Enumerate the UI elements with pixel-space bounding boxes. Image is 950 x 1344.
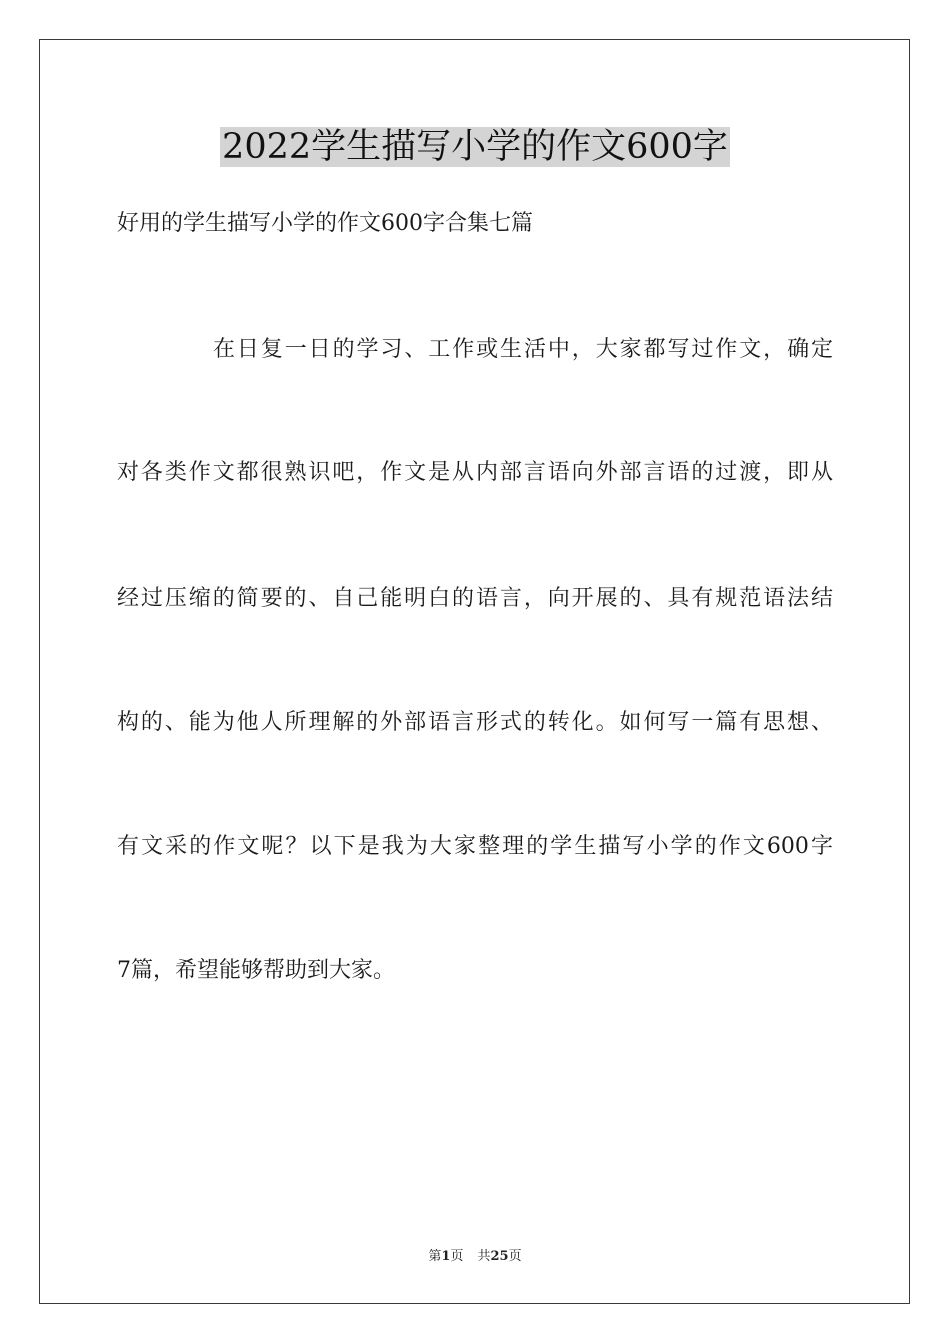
document-title: 2022学生描写小学的作文600字 [222, 127, 728, 167]
paragraph-line: 有文采的作文呢？以下是我为大家整理的学生描写小学的作文600字 [117, 834, 833, 859]
page-suffix: 页 [450, 1249, 464, 1264]
total-suffix: 页 [508, 1249, 522, 1264]
paragraph-line: 7篇，希望能够帮助到大家。 [117, 958, 395, 983]
document-subtitle: 好用的学生描写小学的作文600字合集七篇 [117, 211, 533, 236]
current-page-number: 1 [441, 1249, 451, 1264]
paragraph-line: 构的、能为他人所理解的外部语言形式的转化。如何写一篇有思想、 [117, 710, 833, 735]
paragraph-line: 在日复一日的学习、工作或生活中，大家都写过作文，确定 [213, 337, 833, 362]
total-page-count: 25 [490, 1249, 509, 1264]
total-prefix: 共 [477, 1249, 491, 1264]
page-footer [0, 1248, 950, 1266]
paragraph-line: 经过压缩的简要的、自己能明白的语言，向开展的、具有规范语法结 [117, 586, 833, 611]
title-container [0, 127, 950, 167]
page-prefix: 第 [428, 1249, 442, 1264]
paragraph-line: 对各类作文都很熟识吧，作文是从内部言语向外部言语的过渡，即从 [117, 460, 833, 485]
